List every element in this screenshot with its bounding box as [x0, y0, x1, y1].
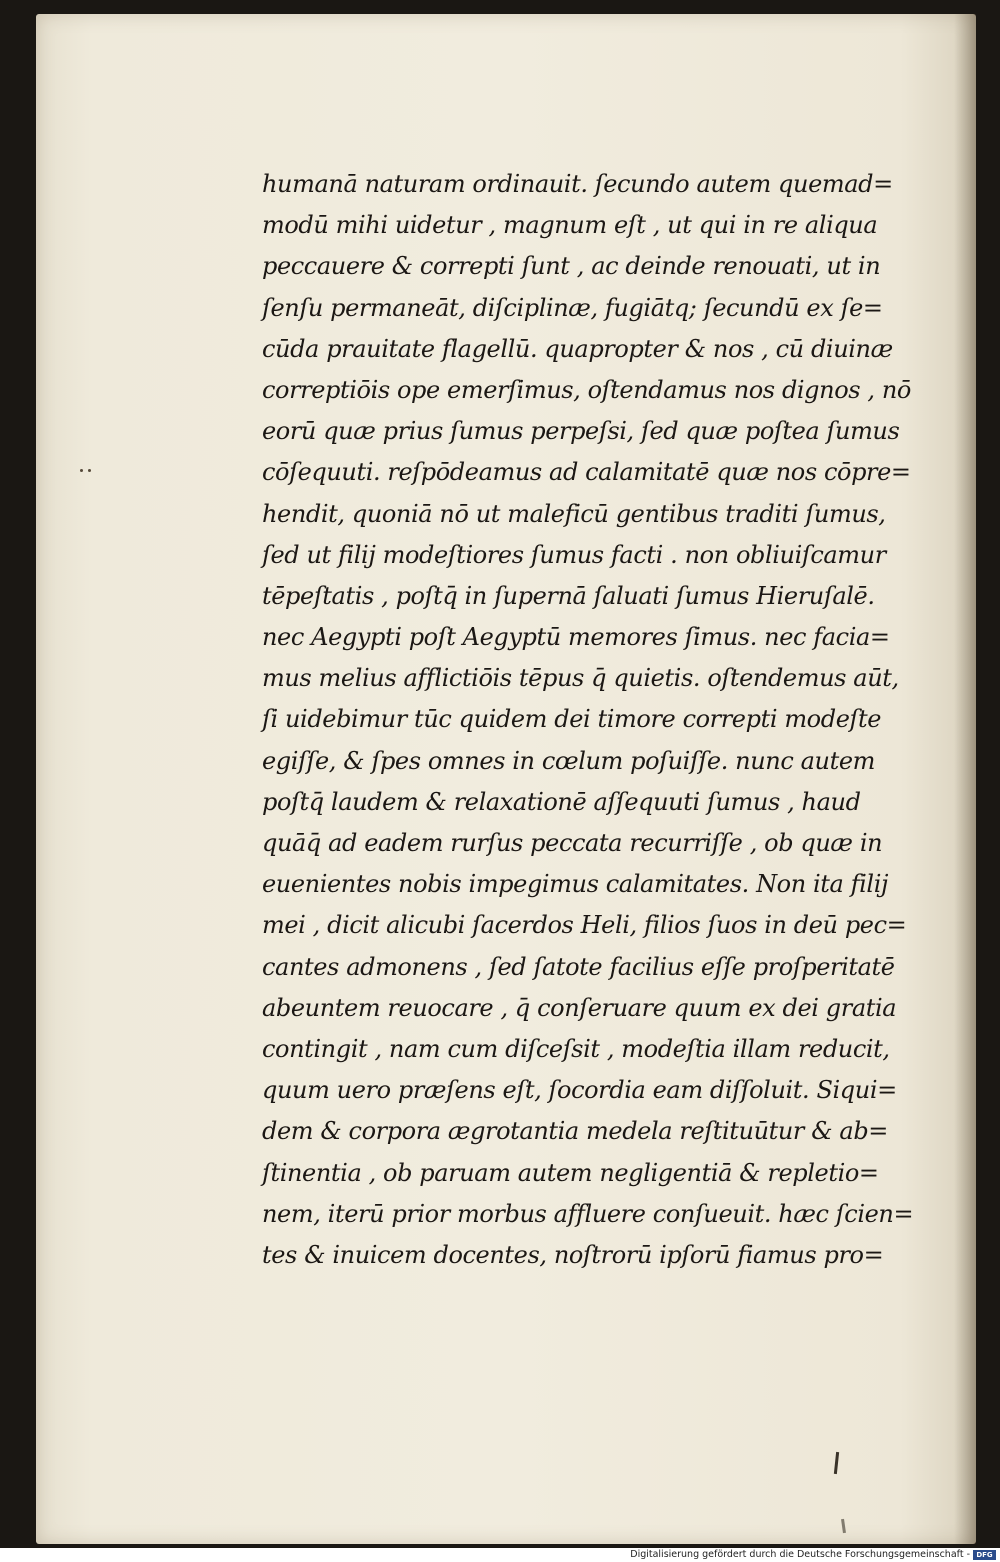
text-line: euenientes nobis impegimus calamitates. Non ita filij — [262, 870, 889, 899]
text-line: dem & corpora ægrotantia medela reſtituūtur & ab= — [262, 1117, 888, 1146]
text-line: nem, iterū prior morbus affluere conſueuit. hæc ſcien= — [262, 1199, 914, 1228]
book-page — [36, 14, 976, 1544]
text-line: peccauere & correpti ſunt , ac deinde renouati, ut in — [262, 252, 881, 281]
folio-mark — [841, 1519, 846, 1533]
text-line: mei , dicit alicubi ſacerdos Heli, filios ſuos in deū pec= — [262, 911, 907, 940]
text-line: contingit , nam cum diſceſsit , modeſtia illam reducit, — [262, 1034, 890, 1063]
text-line: poſtq̄ laudem & relaxationē aſſequuti ſumus , haud — [262, 787, 861, 816]
text-line: modū mihi uidetur , magnum eſt , ut qui in re aliqua — [262, 211, 878, 240]
text-line: nec Aegypti poſt Aegyptū memores ſimus. nec facia= — [262, 623, 890, 652]
text-line: quum uero præſens eſt, ſocordia eam diſſoluit. Siqui= — [262, 1076, 897, 1105]
text-line: humanā naturam ordinauit. ſecundo autem quemad= — [262, 170, 893, 198]
text-line: ſed ut filij modeſtiores ſumus facti . non obliuiſcamur — [262, 540, 886, 569]
text-line: tēpeſtatis , poſtq̄ in ſupernā ſaluati ſumus Hieruſalē. — [262, 581, 875, 610]
dfg-logo-icon: DFG — [973, 1550, 996, 1560]
text-line: cantes admonens , ſed ſatote facilius eſſe proſperitatē — [262, 952, 895, 981]
text-block — [262, 164, 962, 1276]
text-line: correptiōis ope emerſimus, oſtendamus nos dignos , nō — [262, 375, 911, 404]
text-line: quāq̄ ad eadem rurſus peccata recurriſſe , ob quæ in — [262, 829, 883, 857]
text-line: egiſſe, & ſpes omnes in cœlum poſuiſſe. nunc autem — [262, 746, 875, 775]
text-line: cūda prauitate flagellū. quapropter & nos , cū diuinæ — [262, 334, 893, 363]
footer-credit: Digitalisierung gefördert durch die Deutsche Forschungsgemeinschaft - — [630, 1549, 970, 1560]
text-line: hendit, quoniā nō ut maleficū gentibus traditi ſumus, — [262, 499, 886, 528]
text-line: mus melius afflictiōis tēpus q̄ quietis. oſtendemus aūt, — [262, 664, 899, 693]
folio-mark — [834, 1452, 839, 1474]
text-line: ſi uidebimur tūc quidem dei timore correpti modeſte — [262, 705, 882, 734]
text-line: ſenſu permaneāt, diſciplinæ, fugiātq; ſecundū ex ſe= — [262, 293, 883, 322]
text-line: abeuntem reuocare , q̄ conſeruare quum ex dei gratia — [262, 993, 897, 1022]
text-line: tes & inuicem docentes, noſtrorū ipſorū fiamus pro= — [262, 1240, 884, 1269]
edge-marks — [80, 469, 94, 475]
text-line: eorū quæ prius ſumus perpeſsi, ſed quæ poſtea ſumus — [262, 417, 900, 446]
text-line: cōſequuti. reſpōdeamus ad calamitatē quæ nos cōpre= — [262, 458, 911, 487]
digitization-footer — [0, 1548, 1000, 1562]
text-line: ſtinentia , ob paruam autem negligentiā & repletio= — [262, 1158, 879, 1187]
